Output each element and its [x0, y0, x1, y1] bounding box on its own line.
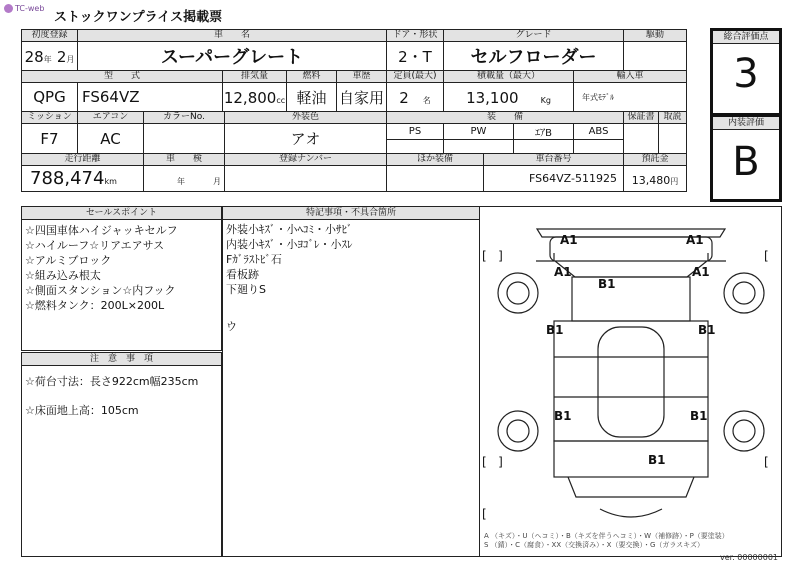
- remark-extra: ウ: [226, 320, 237, 333]
- mileage-label: 走行距離: [22, 154, 144, 166]
- interior-score-box: [710, 114, 782, 202]
- exterior-color-label: 外装色: [225, 112, 387, 124]
- aircon-value: AC: [78, 124, 144, 154]
- type-label: 型 式: [22, 71, 223, 83]
- inspection-value: 年 月: [144, 166, 225, 192]
- car-name-label: 車 名: [78, 30, 387, 42]
- sales-point-item: ☆燃料タンク：200L×200L: [25, 299, 165, 312]
- color-no-value: [144, 124, 225, 154]
- mileage-value: 788,474km: [22, 166, 144, 192]
- first-reg-label: 初度登録: [22, 30, 78, 42]
- chassis-no-label: 車台番号: [484, 154, 624, 166]
- tc-web-logo: TC-web: [4, 4, 44, 13]
- capacity-value: 2 名: [387, 83, 444, 112]
- wheel-rear-left-shape: [498, 411, 538, 451]
- usage-value: 自家用: [337, 83, 387, 112]
- remark-item: 下廻りS: [226, 283, 266, 296]
- capacity-label: 定員(最大): [387, 71, 444, 83]
- type-model-value: FS64VZ: [78, 83, 223, 112]
- damage-mark: A1: [560, 233, 578, 247]
- version-label: ver. 00000001: [719, 553, 778, 562]
- frame-outline-shape: [554, 321, 708, 441]
- inspection-label: 車 検: [144, 154, 225, 166]
- color-no-label: カラーNo.: [144, 112, 225, 124]
- reg-number-value: [225, 166, 387, 192]
- bracket-right: [: [764, 455, 769, 469]
- damage-mark: B1: [690, 409, 708, 423]
- drive-label: 駆動: [624, 30, 687, 42]
- damage-mark: A1: [686, 233, 704, 247]
- damage-mark: B1: [698, 323, 716, 337]
- sales-points-header: セールスポイント: [22, 207, 221, 220]
- remarks-header: 特記事項・不具合箇所: [223, 207, 479, 220]
- wheel-front-left-shape: [498, 273, 538, 313]
- damage-mark: A1: [692, 265, 710, 279]
- usage-label: 車歴: [337, 71, 387, 83]
- grade-value: セルフローダー: [444, 42, 624, 71]
- chassis-no-value: FS64VZ-511925: [484, 166, 624, 192]
- other-equipment-label: ほか装備: [387, 154, 484, 166]
- legend-line-1: A （キズ）・U（ヘコミ）・B（キズを伴うヘコミ）・W（補修跡）・P（要塗装）: [484, 532, 729, 540]
- remark-item: 看板跡: [226, 268, 259, 281]
- displacement-label: 排気量: [223, 71, 287, 83]
- import-value: 年式ﾓﾃﾞﾙ: [574, 83, 687, 112]
- equipment-label: 装 備: [387, 112, 624, 124]
- sales-point-item: ☆ハイルーフ☆リアエアサス: [25, 239, 165, 252]
- cab-top-shape: [572, 277, 690, 321]
- door-shape-value: 2・T: [387, 42, 444, 71]
- page-title: ストックワンプライス掲載票: [54, 10, 223, 25]
- door-shape-label: ドア・形状: [387, 30, 444, 42]
- damage-mark: B1: [598, 277, 616, 291]
- mirror-left-shape: [536, 253, 554, 261]
- note-item: ☆床面地上高：105cm: [25, 404, 139, 417]
- interior-score-value: B: [732, 139, 760, 185]
- remark-item: 外装小ｷｽﾞ・小ﾍｺﾐ・小ｻﾋﾞ: [226, 223, 353, 236]
- other-equipment-value: [387, 166, 484, 192]
- bracket-left: [ ]: [482, 249, 503, 263]
- damage-mark: B1: [546, 323, 564, 337]
- overall-score-value: 3: [733, 51, 759, 97]
- grade-label: グレード: [444, 30, 624, 42]
- warranty-value: [624, 124, 659, 154]
- mission-value: F7: [22, 124, 78, 154]
- overall-score-box: [710, 28, 782, 116]
- payload-value: 13,100 Kg: [444, 83, 574, 112]
- displacement-value: 12,800cc: [223, 83, 287, 112]
- remark-item: Fｶﾞﾗｽﾄﾋﾞ石: [226, 253, 282, 266]
- note-item: ☆荷台寸法：長さ922cm幅235cm: [25, 375, 199, 388]
- manual-value: [659, 124, 687, 154]
- equip-pw: PW: [444, 124, 514, 140]
- sales-point-item: ☆組み込み根太: [25, 269, 101, 282]
- sales-point-item: ☆四国車体ハイジャッキセルフ: [25, 224, 178, 237]
- remark-item: 内装小ｷｽﾞ・小ﾖｺﾞﾚ・小ｽﾚ: [226, 238, 353, 251]
- sales-points-panel: [21, 206, 222, 351]
- bracket-right: [: [764, 249, 769, 263]
- wheel-hub-shape: [733, 282, 755, 304]
- equip-blank-2: [444, 140, 514, 154]
- first-reg-value: 28年 2月: [22, 42, 78, 71]
- notes-panel: [21, 352, 222, 557]
- legend-line-2: S （錆）・C（腐食）・XX（交換済み）・X（要交換）・G（ガラスキズ）: [484, 541, 705, 549]
- import-label: 輸入車: [574, 71, 687, 83]
- deposit-label: 預託金: [624, 154, 687, 166]
- fuel-value: 軽油: [287, 83, 337, 112]
- truck-diagram: [480, 207, 782, 558]
- type-prefix-value: QPG: [22, 83, 78, 112]
- sales-point-item: ☆側面スタンション☆内フック: [25, 284, 176, 297]
- exterior-color-value: アオ: [225, 124, 387, 154]
- reg-number-label: 登録ナンバー: [225, 154, 387, 166]
- rear-bumper-shape: [568, 477, 694, 497]
- wheel-hub-shape: [733, 420, 755, 442]
- drive-value: [624, 42, 687, 71]
- warranty-label: 保証書: [624, 112, 659, 124]
- header: [0, 0, 800, 28]
- payload-label: 積載量（最大）: [444, 71, 574, 83]
- damage-diagram-panel: [480, 206, 782, 557]
- bracket-left: [ ]: [482, 455, 503, 469]
- frame-center-shape: [598, 327, 664, 437]
- damage-mark: A1: [554, 265, 572, 279]
- notes-header: 注 意 事 項: [22, 353, 221, 366]
- manual-label: 取説: [659, 112, 687, 124]
- deposit-value: 13,480円: [624, 166, 687, 192]
- equip-blank-3: [514, 140, 574, 154]
- mirror-right-shape: [708, 253, 726, 261]
- cab-windshield-shape: [555, 261, 707, 277]
- logo-icon: [4, 4, 13, 13]
- wheel-front-right-shape: [724, 273, 764, 313]
- equip-airbag: ｴｱB: [514, 124, 574, 140]
- mission-label: ミッション: [22, 112, 78, 124]
- wheel-hub-shape: [507, 420, 529, 442]
- fuel-label: 燃料: [287, 71, 337, 83]
- remarks-panel: [222, 206, 480, 557]
- tail-curve-shape: [600, 509, 662, 517]
- aircon-label: エアコン: [78, 112, 144, 124]
- bracket-left: [: [482, 507, 487, 521]
- sales-point-item: ☆アルミブロック: [25, 254, 112, 267]
- vehicle-info-table: [21, 29, 687, 192]
- equip-abs: ABS: [574, 124, 624, 140]
- wheel-hub-shape: [507, 282, 529, 304]
- damage-mark: B1: [554, 409, 572, 423]
- equip-blank-1: [387, 140, 444, 154]
- wheel-rear-right-shape: [724, 411, 764, 451]
- equip-ps: PS: [387, 124, 444, 140]
- damage-mark: B1: [648, 453, 666, 467]
- overall-score-label: 総合評価点: [713, 31, 779, 44]
- car-name-value: スーパーグレート: [78, 42, 387, 71]
- rear-body-shape: [554, 441, 708, 477]
- interior-score-label: 内装評価: [713, 117, 779, 130]
- equip-blank-4: [574, 140, 624, 154]
